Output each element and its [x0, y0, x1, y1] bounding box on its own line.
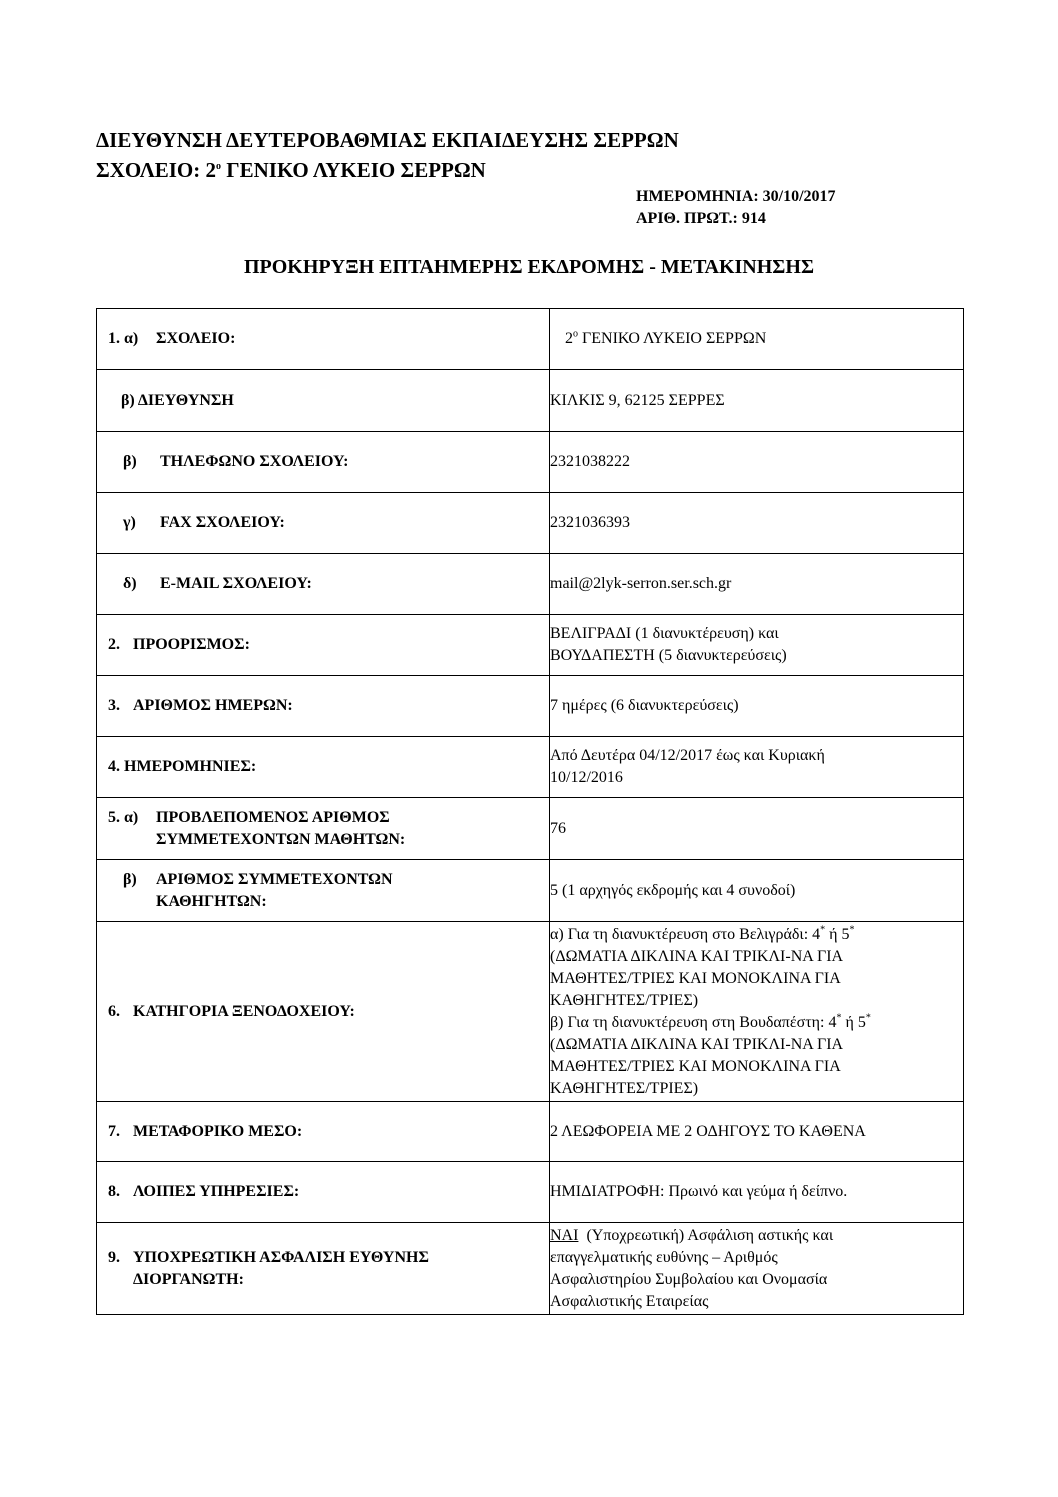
row-label: [97, 554, 550, 615]
row-label: [97, 676, 550, 737]
row-label: [97, 922, 550, 1102]
star-mark: *: [849, 924, 855, 936]
hotel-b-line-2: (ΔΩΜΑΤΙΑ ΔΙΚΛΙΝΑ ΚΑΙ ΤΡΙΚΛΙ-ΝΑ ΓΙΑ: [550, 1035, 844, 1053]
insurance-line-1: [550, 1225, 963, 1247]
hotel-a-text: α) Για τη διανυκτέρευση στο Βελιγράδι: 4: [550, 925, 821, 943]
table-row: [97, 309, 964, 370]
hotel-a-line-1: [550, 924, 963, 946]
table-row: [97, 798, 964, 860]
school-heading: [96, 158, 486, 183]
table-row: [97, 432, 964, 493]
row-number: γ): [123, 514, 136, 531]
date-line: ΗΜΕΡΟΜΗΝΙΑ: 30/10/2017: [636, 188, 836, 205]
hotel-a-or: ή 5: [825, 925, 850, 943]
row-label-text: 4. ΗΜΕΡΟΜΗΝΙΕΣ:: [108, 758, 257, 775]
hotel-a-line-4: ΚΑΘΗΓΗΤΕΣ/ΤΡΙΕΣ): [550, 991, 699, 1009]
school-value-text: ΓΕΝΙΚΟ ΛΥΚΕΙΟ ΣΕΡΡΩΝ: [578, 330, 767, 347]
school-value-number: 2: [565, 330, 573, 347]
hotel-a-line-3: ΜΑΘΗΤΕΣ/ΤΡΙΕΣ ΚΑΙ ΜΟΝΟΚΛΙΝΑ ΓΙΑ: [550, 969, 841, 987]
insurance-line-1-text: (Υποχρεωτική) Ασφάλιση αστικής και: [578, 1226, 834, 1244]
document-title: ΠΡΟΚΗΡΥΞΗ ΕΠΤΑΗΜΕΡΗΣ ΕΚΔΡΟΜΗΣ - ΜΕΤΑΚΙΝΗΣΗΣ: [243, 256, 815, 278]
table-row: [97, 370, 964, 432]
insurance-line-3: Ασφαλιστηρίου Συμβολαίου και Ονομασία: [550, 1270, 828, 1288]
row-value: 76: [550, 798, 964, 860]
school-heading-suffix: ΓΕΝΙΚΟ ΛΥΚΕΙΟ ΣΕΡΡΩΝ: [221, 158, 486, 182]
row-number: 7.: [108, 1122, 120, 1140]
hotel-b-text: β) Για τη διανυκτέρευση στη Βουδαπέστη: 4: [550, 1013, 837, 1031]
insurance-line-4: Ασφαλιστικής Εταιρείας: [550, 1292, 709, 1310]
ordinal-superscript: ο: [216, 161, 222, 172]
directorate-heading: ΔΙΕΥΘΥΝΣΗ ΔΕΥΤΕΡΟΒΑΘΜΙΑΣ ΕΚΠΑΙΔΕΥΣΗΣ ΣΕΡΡΩΝ: [96, 128, 679, 152]
row-label-line-1: ΥΠΟΧΡΕΩΤΙΚΗ ΑΣΦΑΛΙΣΗ ΕΥΘΥΝΗΣ: [133, 1248, 429, 1266]
row-label-line-1: ΠΡΟΒΛΕΠΟΜΕΝΟΣ ΑΡΙΘΜΟΣ: [156, 808, 390, 826]
row-value: 2 ΛΕΩΦΟΡΕΙΑ ΜΕ 2 ΟΔΗΓΟΥΣ ΤΟ ΚΑΘΕΝΑ: [550, 1102, 964, 1162]
row-label-line-2: ΚΑΘΗΓΗΤΩΝ:: [156, 892, 267, 910]
row-value: [550, 1223, 964, 1315]
row-label: [97, 798, 550, 860]
row-number: β): [123, 453, 137, 470]
hotel-b-or: ή 5: [841, 1013, 866, 1031]
star-mark: *: [865, 1012, 871, 1024]
table-row: [97, 615, 964, 676]
row-value: ΗΜΙΔΙΑΤΡΟΦΗ: Πρωινό και γεύμα ή δείπνο.: [550, 1162, 964, 1223]
table-row: [97, 860, 964, 922]
hotel-b-line-4: ΚΑΘΗΓΗΤΕΣ/ΤΡΙΕΣ): [550, 1079, 699, 1097]
row-label-text: ΠΡΟΟΡΙΣΜΟΣ:: [133, 636, 250, 653]
row-number: δ): [123, 575, 137, 592]
row-number: 1. α): [108, 330, 139, 347]
row-label-text: ΚΑΤΗΓΟΡΙΑ ΞΕΝΟΔΟΧΕΙΟΥ:: [133, 1002, 355, 1020]
row-number: 3.: [108, 697, 120, 714]
row-label-text: ΛΟΙΠΕΣ ΥΠΗΡΕΣΙΕΣ:: [133, 1183, 300, 1200]
table-row: [97, 676, 964, 737]
row-label: [97, 615, 550, 676]
row-label: [97, 1162, 550, 1223]
row-value: 2321036393: [550, 493, 964, 554]
row-value: 5 (1 αρχηγός εκδρομής και 4 συνοδοί): [550, 860, 964, 922]
table-row: [97, 554, 964, 615]
row-label-text: ΤΗΛΕΦΩΝΟ ΣΧΟΛΕΙΟΥ:: [160, 453, 349, 470]
row-label-line-1: ΑΡΙΘΜΟΣ ΣΥΜΜΕΤΕΧΟΝΤΩΝ: [156, 870, 393, 888]
star-mark: *: [836, 1012, 842, 1024]
row-number: 2.: [108, 636, 120, 653]
row-value: [550, 737, 964, 798]
row-number: 6.: [108, 1002, 120, 1020]
row-label-text: ΜΕΤΑΦΟΡΙΚΟ ΜΕΣΟ:: [133, 1122, 303, 1140]
row-label-text: FAX ΣΧΟΛΕΙΟΥ:: [160, 514, 285, 531]
school-heading-prefix: ΣΧΟΛΕΙΟ: 2: [96, 158, 217, 182]
table-row: [97, 1102, 964, 1162]
table-row: [97, 922, 964, 1102]
row-label-line-2: ΣΥΜΜΕΤΕΧΟΝΤΩΝ ΜΑΘΗΤΩΝ:: [156, 830, 406, 848]
row-label-text: E-MAIL ΣΧΟΛΕΙΟΥ:: [160, 575, 312, 592]
hotel-a-line-2: (ΔΩΜΑΤΙΑ ΔΙΚΛΙΝΑ ΚΑΙ ΤΡΙΚΛΙ-ΝΑ ΓΙΑ: [550, 947, 844, 965]
row-number: 8.: [108, 1183, 120, 1200]
ordinal-superscript: ο: [573, 328, 578, 340]
protocol-line: ΑΡΙΘ. ΠΡΩΤ.: 914: [636, 210, 766, 227]
table-row: [97, 737, 964, 798]
table-row: [97, 1223, 964, 1315]
dates-line-2: 10/12/2016: [550, 769, 623, 786]
row-value: 2321038222: [550, 432, 964, 493]
insurance-line-2: επαγγελματικής ευθύνης – Αριθμός: [550, 1248, 778, 1266]
row-label: [97, 309, 550, 370]
row-label-text: ΑΡΙΘΜΟΣ ΗΜΕΡΩΝ:: [133, 697, 293, 714]
row-label: [97, 370, 550, 432]
destination-line-1: ΒΕΛΙΓΡΑΔΙ (1 διανυκτέρευση) και: [550, 625, 779, 642]
destination-line-2: ΒΟΥΔΑΠΕΣΤΗ (5 διανυκτερεύσεις): [550, 647, 787, 664]
dates-line-1: Από Δευτέρα 04/12/2017 έως και Κυριακή: [550, 747, 825, 764]
table-row: [97, 1162, 964, 1223]
insurance-yes: ΝΑΙ: [550, 1226, 579, 1244]
row-label: [97, 1223, 550, 1315]
table-row: [97, 493, 964, 554]
hotel-b-line-3: ΜΑΘΗΤΕΣ/ΤΡΙΕΣ ΚΑΙ ΜΟΝΟΚΛΙΝΑ ΓΙΑ: [550, 1057, 841, 1075]
announcement-table: [96, 308, 964, 1315]
row-number: 5. α): [108, 808, 139, 826]
row-value: [550, 309, 964, 370]
row-label: [97, 493, 550, 554]
star-mark: *: [820, 924, 826, 936]
row-label: [97, 1102, 550, 1162]
row-label-text: ΣΧΟΛΕΙΟ:: [156, 330, 236, 347]
row-value: 7 ημέρες (6 διανυκτερεύσεις): [550, 676, 964, 737]
row-value: mail@2lyk-serron.ser.sch.gr: [550, 554, 964, 615]
row-value: [550, 615, 964, 676]
row-value: [550, 922, 964, 1102]
row-label-line-2: ΔΙΟΡΓΑΝΩΤΗ:: [133, 1270, 244, 1288]
row-label-text: β) ΔΙΕΥΘΥΝΣΗ: [121, 391, 234, 409]
row-label: [97, 860, 550, 922]
row-number: β): [123, 870, 137, 888]
row-label: [97, 737, 550, 798]
row-label: [97, 432, 550, 493]
row-value: ΚΙΛΚΙΣ 9, 62125 ΣΕΡΡΕΣ: [550, 370, 964, 432]
row-number: 9.: [108, 1248, 120, 1266]
hotel-b-line-1: [550, 1012, 963, 1034]
